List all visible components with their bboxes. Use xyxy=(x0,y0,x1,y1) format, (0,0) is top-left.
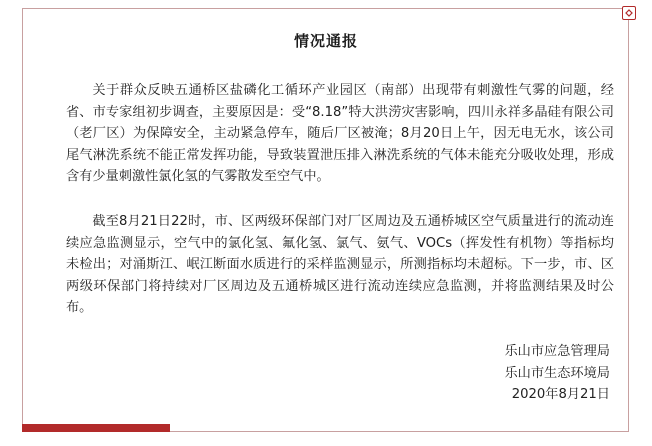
notice-paragraph-2: 截至8月21日22时，市、区两级环保部门对厂区周边及五通桥城区空气质量进行的流动连续应急监测显示，空气中的氯化氢、氟化氢、氯气、氨气、VOCs（挥发性有机物）等指标均未检出；对涌斯江、岷江断面水质进行的采样监测显示，所测指标均未超标。下一步，市、区两级环保部门将持续对厂区周边及五通桥城区进行流动连续应急监测，并将监测结果及时公布。 xyxy=(66,214,614,315)
notice-title: 情况通报 xyxy=(293,32,358,50)
issuer-emergency-bureau: 乐山市应急管理局 xyxy=(504,344,610,359)
issue-date: 2020年8月21日 xyxy=(511,387,610,402)
expand-icon[interactable] xyxy=(622,6,636,20)
notice-paragraph-1: 关于群众反映五通桥区盐磷化工循环产业园区（南部）出现带有刺激性气雾的问题，经省、市专家组初步调查，主要原因是：受“8.18”特大洪涝灾害影响，四川永祥多晶硅有限公司（老厂区）为保障安全，主动紧急停车，随后厂区被淹；8月20日上午，因无电无水，该公司尾气淋洗系统不能正常发挥功能，导致装置泄压排入淋洗系统的气体未能充分吸收处理，形成含有少量刺激性氯化氢的气雾散发至空气中。 xyxy=(66,83,614,184)
issuer-environment-bureau: 乐山市生态环境局 xyxy=(504,365,610,381)
accent-bar xyxy=(22,424,170,432)
signature-block xyxy=(505,341,611,406)
